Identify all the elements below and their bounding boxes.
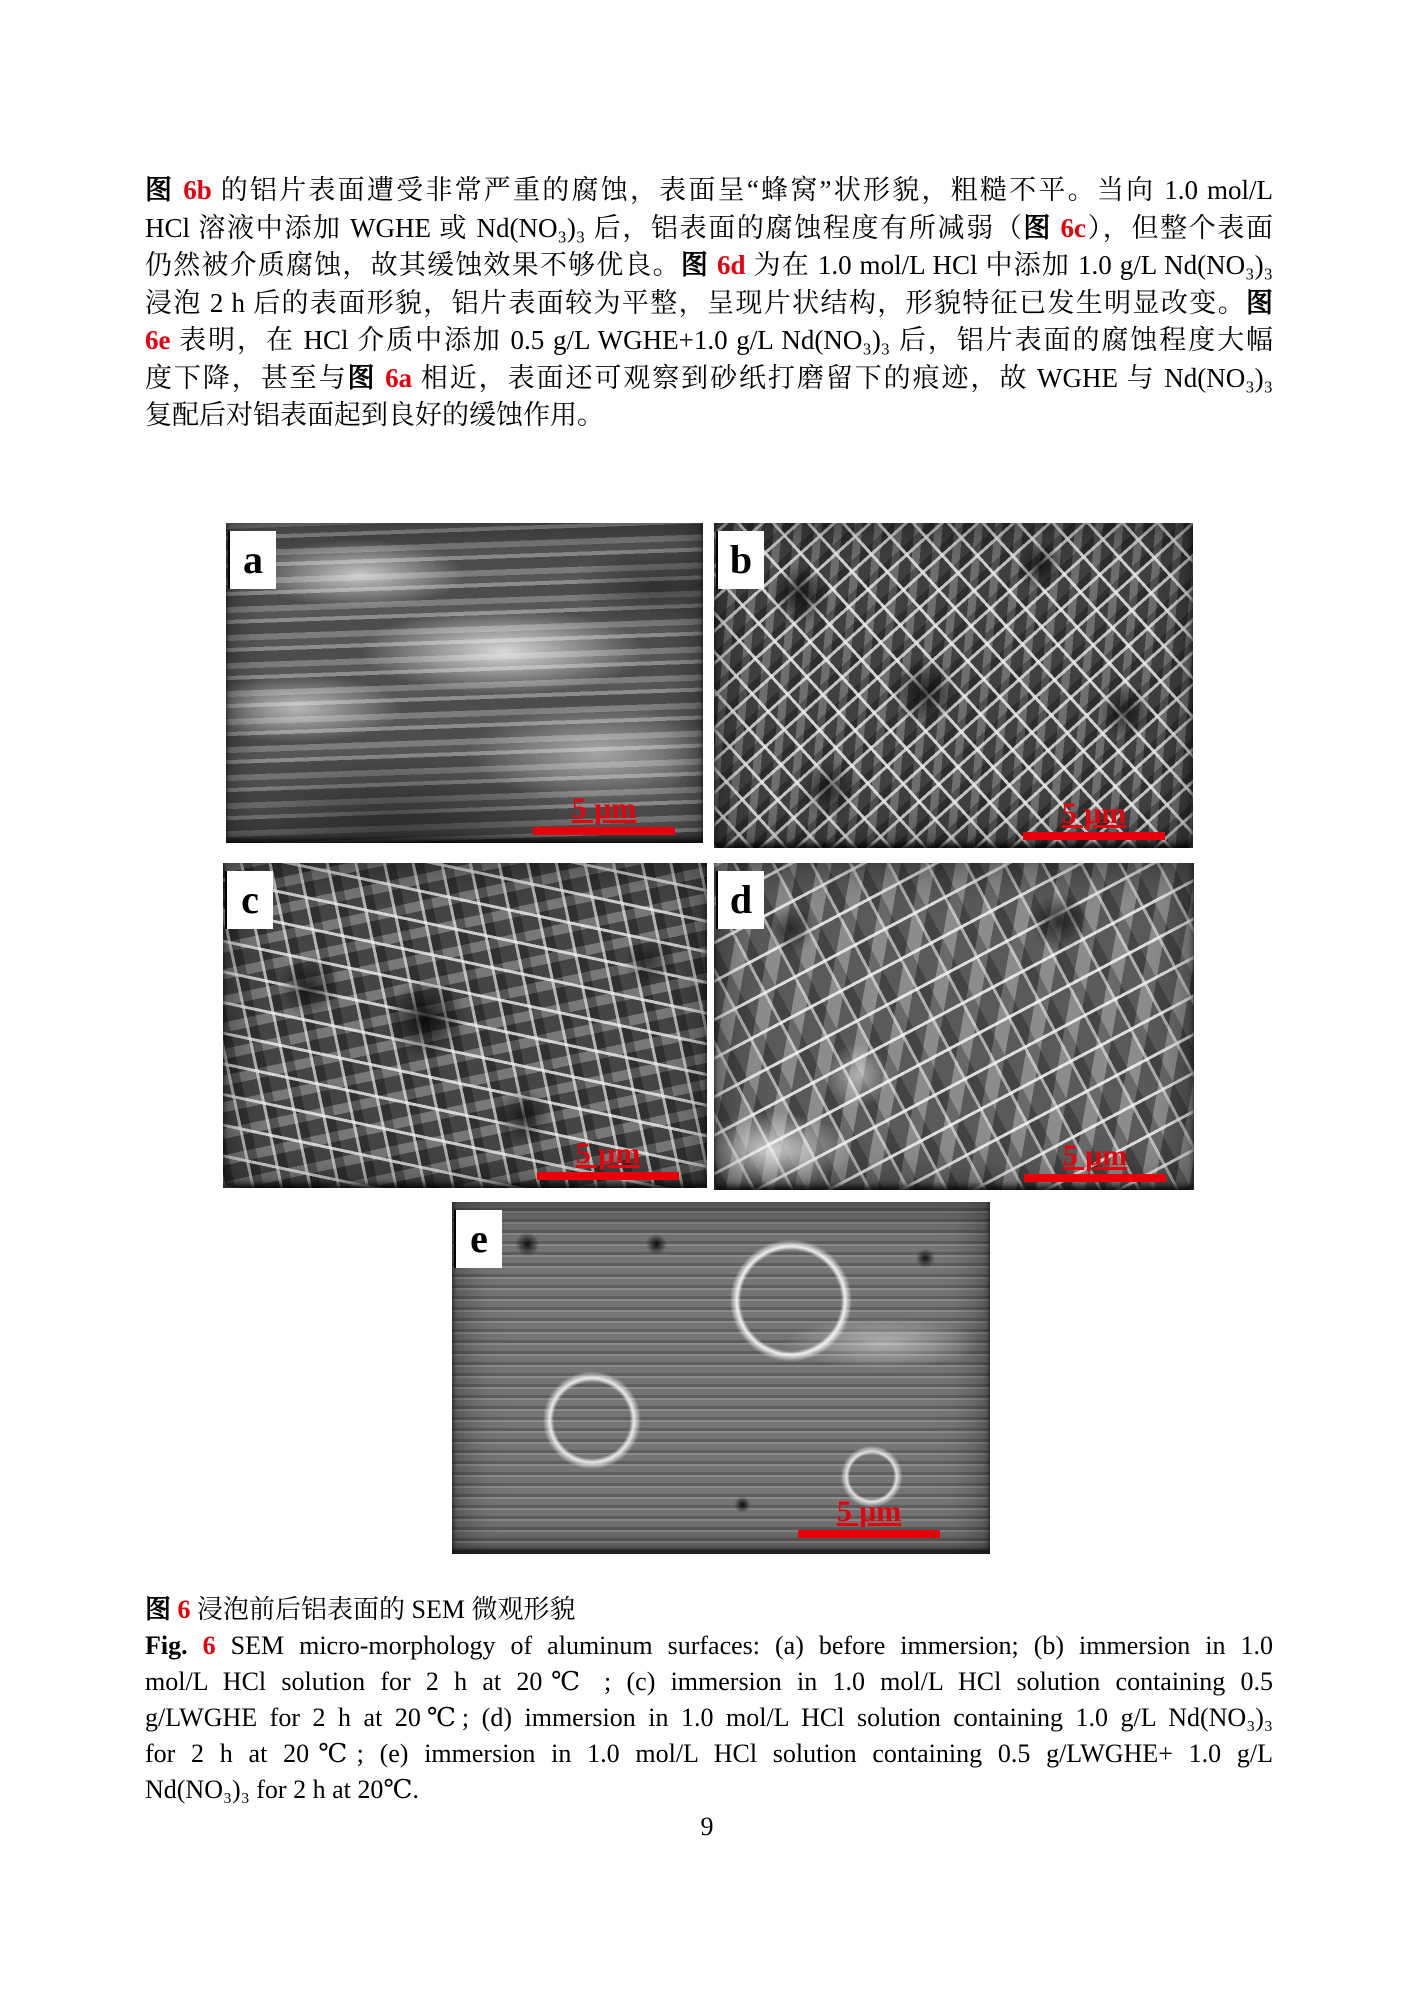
scale-bar [533, 794, 675, 835]
text-run: ），但整个表面 [1085, 212, 1274, 243]
text-run: 6 [177, 1595, 191, 1624]
text-run: HCl 溶液中添加 WGHE 或 Nd(NO₃)₃ 后，铝表面的腐蚀程度有所减弱（ [145, 212, 1024, 243]
page-number: 9 [700, 1812, 714, 1841]
body-line [145, 360, 1273, 398]
caption-line [145, 1736, 1273, 1772]
scale-bar [1023, 799, 1165, 840]
body-paragraph [145, 172, 1273, 435]
scale-bar-label: 5 μm [1061, 797, 1127, 830]
sem-panel-c [223, 863, 707, 1188]
text-run: 图 [145, 1595, 172, 1624]
scale-bar-label: 5 μm [836, 1495, 902, 1528]
text-run: 6a [385, 362, 413, 393]
text-run: 表明，在 HCl 介质中添加 0.5 g/L WGHE+1.0 g/L Nd(NO₃)₃ 后，铝片表面的腐蚀程度大幅 [170, 325, 1273, 355]
text-run: 6d [717, 250, 746, 280]
scale-bar-label: 5 μm [571, 792, 637, 825]
scale-bar-label: 5 μm [575, 1137, 641, 1170]
scale-bar-line [533, 827, 675, 835]
sem-panel-d [714, 863, 1194, 1190]
scale-bar-line [798, 1530, 940, 1538]
text-run: 的铝片表面遭受非常严重的腐蚀，表面呈“蜂窝”状形貌，粗糙不平。当向 1.0 mol/L [211, 175, 1274, 205]
text-run: 6 [202, 1631, 216, 1660]
scale-bar-line [1024, 1174, 1166, 1182]
panel-letter-label: d [716, 871, 764, 929]
text-run: 度下降，甚至与 [145, 362, 348, 393]
sem-panel-b [714, 523, 1193, 848]
text-run [174, 175, 183, 205]
text-run: 仍然被介质腐蚀，故其缓蚀效果不够优良。 [145, 250, 681, 280]
body-line [145, 210, 1273, 248]
body-line [145, 322, 1273, 360]
text-run: 为在 1.0 mol/L HCl 中添加 1.0 g/L Nd(NO₃)₃ [745, 250, 1273, 280]
text-run: Fig. [145, 1631, 188, 1660]
panel-letter-label: a [228, 531, 276, 589]
text-run [188, 1631, 203, 1660]
panel-letter-label: e [454, 1210, 502, 1268]
text-run: 相近，表面还可观察到砂纸打磨留下的痕迹，故 WGHE 与 Nd(NO₃)₃ [412, 362, 1274, 393]
sem-panel-e [452, 1202, 990, 1554]
panel-letter-label: b [716, 531, 764, 589]
panel-letter-label: c [225, 871, 273, 929]
text-run: Nd(NO₃)₃ for 2 h at 20℃. [145, 1775, 419, 1804]
scale-bar [537, 1139, 679, 1180]
scale-bar-line [1023, 832, 1165, 840]
text-run: 6c [1060, 212, 1086, 243]
caption-line [145, 1628, 1273, 1664]
figure-caption-en [145, 1628, 1273, 1808]
text-run: 图 [1246, 287, 1273, 318]
body-line [145, 397, 1273, 435]
text-run: 复配后对铝表面起到良好的缓蚀作用。 [145, 400, 604, 430]
text-run: 浸泡 2 h 后的表面形貌，铝片表面较为平整，呈现片状结构，形貌特征已发生明显改变。 [145, 287, 1246, 318]
text-run: for 2 h at 20℃; (e) immersion in 1.0 mol/L HCl solution containing 0.5 g/LWGHE+ 1.0 g/L [145, 1739, 1273, 1768]
text-run: 6b [183, 175, 212, 205]
scale-bar-label: 5 μm [1062, 1139, 1128, 1172]
figure-caption-zh [145, 1592, 1273, 1628]
text-run [376, 363, 385, 393]
text-run: 图 [680, 250, 710, 280]
scale-bar [1024, 1141, 1166, 1182]
scale-bar [798, 1497, 940, 1538]
text-run: 浸泡前后铝表面的 SEM 微观形貌 [190, 1595, 576, 1624]
body-line [145, 285, 1273, 323]
sem-panel-a [226, 523, 703, 843]
text-run: 图 [145, 175, 175, 205]
text-run: mol/L HCl solution for 2 h at 20℃ ; (c) immersion in 1.0 mol/L HCl solution containing 0.5 [145, 1667, 1273, 1696]
caption-line [145, 1700, 1273, 1736]
body-line [145, 172, 1273, 210]
text-run: 图 [347, 362, 377, 393]
text-run: g/LWGHE for 2 h at 20℃; (d) immersion in 1.0 mol/L HCl solution containing 1.0 g/L Nd(NO₃)₃ [145, 1703, 1273, 1732]
caption-line [145, 1664, 1273, 1700]
text-run: SEM micro-morphology of aluminum surfaces: (a) before immersion; (b) immersion in 1.0 [215, 1631, 1274, 1660]
caption-line [145, 1772, 1273, 1808]
text-run: 6e [145, 325, 171, 355]
body-line [145, 247, 1273, 285]
text-run [709, 250, 717, 280]
text-run: 图 [1023, 212, 1053, 243]
scale-bar-line [537, 1172, 679, 1180]
